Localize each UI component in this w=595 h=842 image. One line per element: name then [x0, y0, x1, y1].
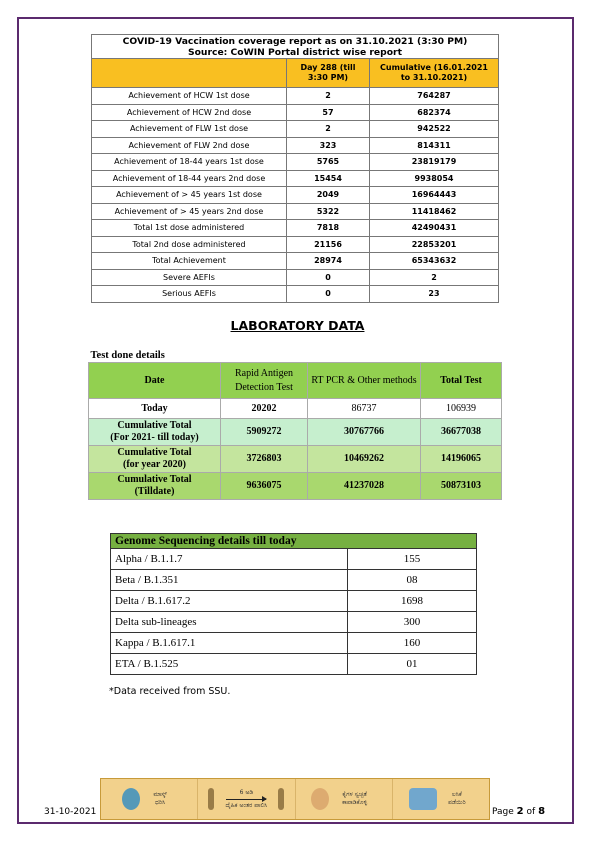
genome-row	[111, 591, 477, 612]
vaccination-title: COVID-19 Vaccination coverage report as on 31.10.2021 (3:30 PM) Source: CoWIN Portal district wise report	[92, 35, 499, 59]
genome-variant: Kappa / B.1.617.1	[111, 633, 348, 654]
lab-today-label: Today	[89, 399, 221, 419]
genome-count: 155	[348, 549, 477, 570]
vacc-row-day: 5322	[287, 203, 370, 220]
vaccination-row	[92, 286, 499, 303]
lab-today-rat: 20202	[221, 399, 308, 419]
vacc-row-cumulative: 23	[370, 286, 499, 303]
vaccination-row	[92, 88, 499, 105]
vacc-row-day: 21156	[287, 236, 370, 253]
lab-today-rtpcr: 86737	[308, 399, 421, 419]
vacc-row-cumulative: 23819179	[370, 154, 499, 171]
vacc-row-cumulative: 11418462	[370, 203, 499, 220]
vacc-row-day: 0	[287, 269, 370, 286]
banner-panel-mask: ಮಾಸ್ಕ್ ಧರಿಸಿ	[101, 779, 198, 819]
mask-icon	[122, 788, 140, 810]
vaccination-row	[92, 203, 499, 220]
lab-cum-rtpcr: 10469262	[308, 446, 421, 473]
vacc-row-cumulative: 22853201	[370, 236, 499, 253]
page-number: Page 2 of 8	[492, 806, 546, 817]
awareness-banner	[100, 778, 490, 820]
banner-panel-vaccine: ಲಸಿಕೆ ಪಡೆಯಿರಿ	[393, 779, 489, 819]
vacc-row-label: Achievement of HCW 2nd dose	[92, 104, 287, 121]
person-icon	[278, 788, 284, 810]
lab-header-total: Total Test	[421, 363, 502, 399]
vaccination-row	[92, 253, 499, 270]
vaccination-row	[92, 154, 499, 171]
lab-cum-total: 50873103	[421, 473, 502, 500]
vacc-row-label: Total 2nd dose administered	[92, 236, 287, 253]
vacc-row-label: Total Achievement	[92, 253, 287, 270]
vacc-row-label: Achievement of > 45 years 2nd dose	[92, 203, 287, 220]
genome-row	[111, 549, 477, 570]
vacc-row-cumulative: 2	[370, 269, 499, 286]
genome-count: 08	[348, 570, 477, 591]
col-header-day: Day 288 (till 3:30 PM)	[287, 59, 370, 88]
genome-row	[111, 570, 477, 591]
vacc-row-day: 57	[287, 104, 370, 121]
footer-date: 31-10-2021	[44, 807, 97, 817]
data-source-note: *Data received from SSU.	[109, 686, 231, 697]
vacc-row-cumulative: 16964443	[370, 187, 499, 204]
person-icon	[208, 788, 214, 810]
vaccination-row	[92, 121, 499, 138]
lab-cum-label: Cumulative Total (Tilldate)	[89, 473, 221, 500]
lab-header-rat: Rapid Antigen Detection Test	[221, 363, 308, 399]
genome-variant: Beta / B.1.351	[111, 570, 348, 591]
vaccination-row	[92, 137, 499, 154]
genome-row	[111, 633, 477, 654]
vacc-row-label: Achievement of > 45 years 1st dose	[92, 187, 287, 204]
vaccination-row	[92, 187, 499, 204]
vacc-row-cumulative: 942522	[370, 121, 499, 138]
vacc-row-day: 28974	[287, 253, 370, 270]
vacc-row-cumulative: 65343632	[370, 253, 499, 270]
genome-count: 1698	[348, 591, 477, 612]
banner-panel-handwash: ಕೈಗಳ ಸ್ವಚ್ಛತೆ ಕಾಪಾಡಿಕೊಳ್ಳಿ	[296, 779, 393, 819]
vacc-row-label: Achievement of FLW 2nd dose	[92, 137, 287, 154]
laboratory-heading: LABORATORY DATA	[230, 318, 365, 333]
genome-header: Genome Sequencing details till today	[111, 534, 477, 549]
vacc-row-label: Achievement of 18-44 years 1st dose	[92, 154, 287, 171]
genome-count: 160	[348, 633, 477, 654]
vaccine-icon	[409, 788, 437, 810]
vacc-row-cumulative: 764287	[370, 88, 499, 105]
vacc-row-label: Severe AEFIs	[92, 269, 287, 286]
vacc-row-cumulative: 42490431	[370, 220, 499, 237]
vaccination-table	[91, 34, 499, 303]
lab-cum-rat: 3726803	[221, 446, 308, 473]
genome-variant: Alpha / B.1.1.7	[111, 549, 348, 570]
genome-variant: Delta / B.1.617.2	[111, 591, 348, 612]
vacc-row-label: Total 1st dose administered	[92, 220, 287, 237]
genome-row	[111, 654, 477, 675]
lab-header-rtpcr: RT PCR & Other methods	[308, 363, 421, 399]
lab-cum-rat: 9636075	[221, 473, 308, 500]
vacc-row-day: 2	[287, 88, 370, 105]
banner-panel-distance: 6 ಅಡಿ ದೈಹಿಕ ಅಂತರ ಪಾಲಿಸಿ	[198, 779, 295, 819]
genome-row	[111, 612, 477, 633]
genome-count: 300	[348, 612, 477, 633]
lab-cum-label: Cumulative Total (For 2021- till today)	[89, 419, 221, 446]
col-header-cumulative: Cumulative (16.01.2021 to 31.10.2021)	[370, 59, 499, 88]
vaccination-row	[92, 220, 499, 237]
vacc-row-day: 15454	[287, 170, 370, 187]
vacc-row-day: 7818	[287, 220, 370, 237]
vacc-row-day: 323	[287, 137, 370, 154]
vacc-row-label: Achievement of FLW 1st dose	[92, 121, 287, 138]
genome-count: 01	[348, 654, 477, 675]
lab-cum-rtpcr: 41237028	[308, 473, 421, 500]
lab-cum-rat: 5909272	[221, 419, 308, 446]
vaccination-row	[92, 104, 499, 121]
vacc-row-day: 5765	[287, 154, 370, 171]
lab-cum-total: 36677038	[421, 419, 502, 446]
lab-cum-label: Cumulative Total (for year 2020)	[89, 446, 221, 473]
handwash-icon	[311, 788, 329, 810]
lab-cum-rtpcr: 30767766	[308, 419, 421, 446]
lab-today-total: 106939	[421, 399, 502, 419]
laboratory-table	[88, 349, 502, 500]
vacc-row-cumulative: 9938054	[370, 170, 499, 187]
vacc-row-day: 2	[287, 121, 370, 138]
genome-variant: ETA / B.1.525	[111, 654, 348, 675]
distance-arrow-icon	[226, 799, 266, 800]
genome-table	[110, 533, 477, 675]
vacc-row-day: 0	[287, 286, 370, 303]
genome-variant: Delta sub-lineages	[111, 612, 348, 633]
vaccination-row	[92, 170, 499, 187]
vaccination-row	[92, 269, 499, 286]
lab-header-date: Date	[89, 363, 221, 399]
vacc-row-label: Serious AEFIs	[92, 286, 287, 303]
vacc-row-label: Achievement of 18-44 years 2nd dose	[92, 170, 287, 187]
vacc-row-label: Achievement of HCW 1st dose	[92, 88, 287, 105]
lab-caption: Test done details	[89, 349, 221, 363]
vacc-row-cumulative: 682374	[370, 104, 499, 121]
vaccination-row	[92, 236, 499, 253]
vacc-row-day: 2049	[287, 187, 370, 204]
vacc-row-cumulative: 814311	[370, 137, 499, 154]
lab-cum-total: 14196065	[421, 446, 502, 473]
